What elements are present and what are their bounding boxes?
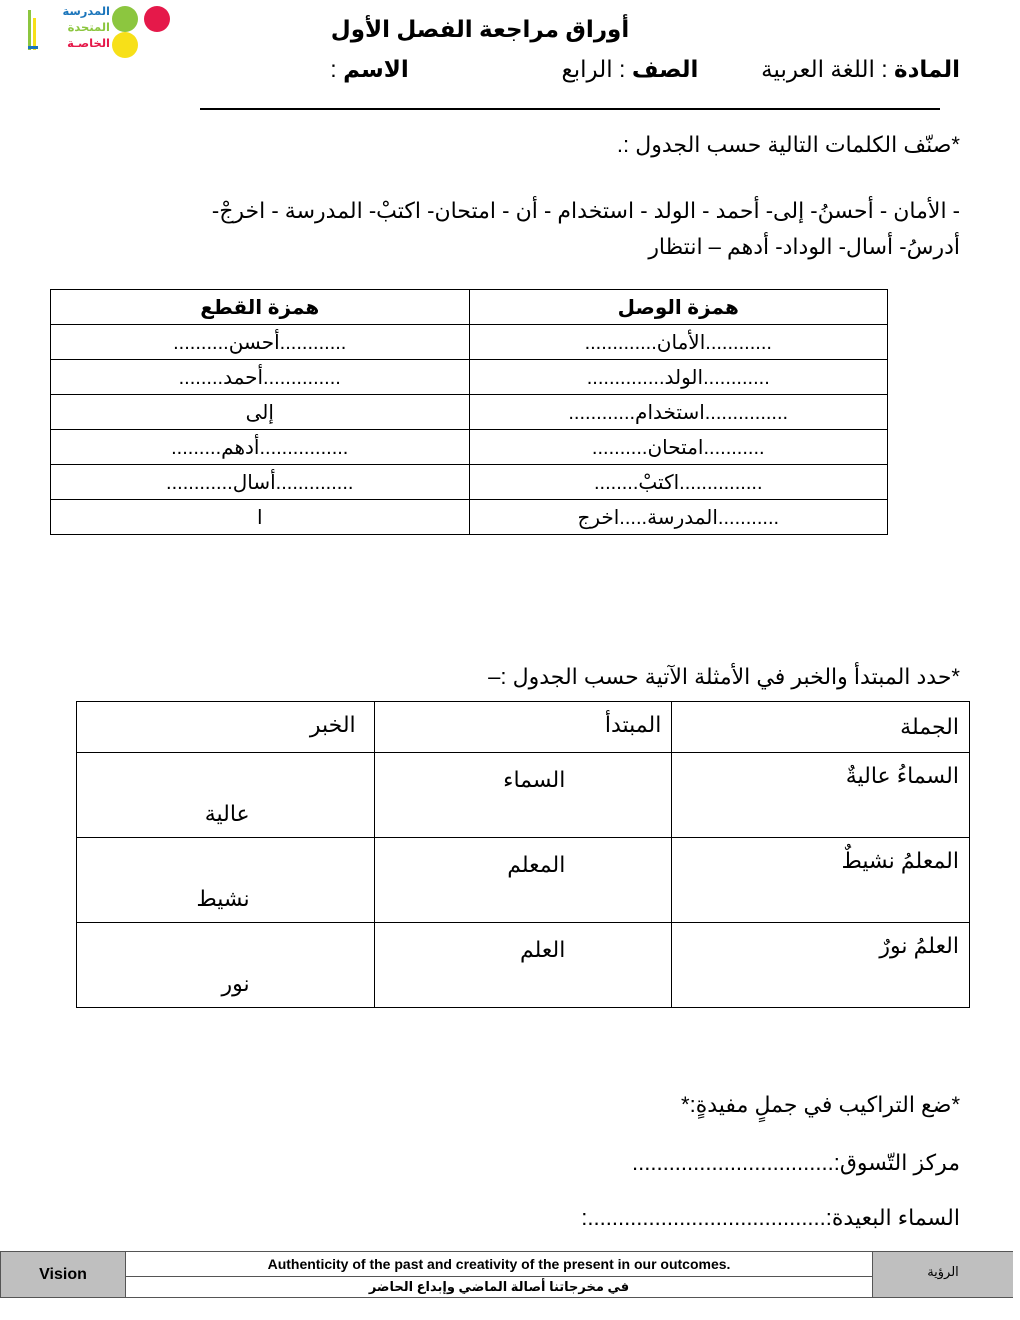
page-title: أوراق مراجعة الفصل الأول [330, 16, 630, 42]
table-row [51, 465, 888, 500]
q2-instruction: *حدد المبتدأ والخبر في الأمثلة الآتية حسب الجدول :– [488, 664, 960, 689]
mubtada-khabar-table [76, 701, 970, 1008]
header-khabar: الخبر [77, 702, 375, 753]
header-divider [200, 108, 940, 110]
school-logo-text [52, 4, 110, 52]
q1-instruction: *صنّف الكلمات التالية حسب الجدول :. [616, 132, 960, 157]
footer-slogan-arabic: في مخرجاتنا أصالة الماضي وإبداع الحاضر [368, 1279, 630, 1294]
qat-cell[interactable]: ا [51, 500, 470, 535]
header-info [330, 56, 960, 83]
logo-circle-green [112, 6, 138, 32]
wasl-cell[interactable]: ...............اكتبْ........ [469, 465, 888, 500]
footer-slogan-english: Authenticity of the past and creativity of the present in our outcomes. [126, 1252, 872, 1277]
khabar-cell[interactable]: نور [77, 923, 375, 1008]
qat-cell[interactable]: ................أدهم......... [51, 430, 470, 465]
wasl-cell[interactable]: ...........امتحان.......... [469, 430, 888, 465]
logo-mark-icon [26, 8, 40, 52]
header-hamzat-qat: همزة القطع [51, 290, 470, 325]
qat-cell[interactable]: ..............أسال............ [51, 465, 470, 500]
name-label: الاسم [343, 56, 409, 82]
logo-circles [112, 6, 178, 56]
logo-line-2: المتحدة [67, 22, 110, 34]
hamza-table [50, 289, 888, 535]
logo-circle-yellow [112, 32, 138, 58]
table-row [51, 430, 888, 465]
footer-vision-arabic-label: الرؤية [872, 1252, 1013, 1297]
table-row [51, 500, 888, 535]
grade-label: الصف [631, 56, 699, 82]
table-row [51, 360, 888, 395]
mk-table-header [77, 702, 970, 753]
subject-value: : اللغة العربية [761, 56, 888, 82]
wasl-cell[interactable]: ............الأمان............. [469, 325, 888, 360]
table-row [77, 923, 970, 1008]
table-row [51, 395, 888, 430]
qat-cell[interactable]: ..............أحمد........ [51, 360, 470, 395]
table-row [77, 753, 970, 838]
table-row [51, 325, 888, 360]
footer-vision-label: Vision [1, 1252, 126, 1297]
q3-item-1[interactable]: مركز التّسوق:................................. [632, 1150, 960, 1175]
mubtada-cell[interactable]: المعلم [374, 838, 672, 923]
qat-cell[interactable]: ............أحسن.......... [51, 325, 470, 360]
hamza-table-header [51, 290, 888, 325]
header-hamzat-wasl: همزة الوصل [469, 290, 888, 325]
subject-label: المادة [894, 56, 960, 82]
mubtada-cell[interactable]: العلم [374, 923, 672, 1008]
logo-circle-pink [144, 6, 170, 32]
q3-instruction: *ضع التراكيب في جملٍ مفيدةٍ:* [681, 1092, 960, 1117]
name-value: : [330, 56, 337, 82]
q3-item-2[interactable]: السماء البعيدة:.......................................: [581, 1205, 960, 1230]
khabar-cell[interactable]: نشيط [77, 838, 375, 923]
table-row [77, 838, 970, 923]
logo-line-1: المدرسة [62, 6, 110, 18]
sentence-cell: العلمُ نورٌ [672, 923, 970, 1008]
footer-slogan [126, 1252, 872, 1297]
wasl-cell[interactable]: ...............استخدام............ [469, 395, 888, 430]
q1-words-line-2: أدرسُ- أسال- الوداد- أدهم – انتظار [648, 234, 960, 259]
wasl-cell[interactable]: ...........المدرسة.....اخرج [469, 500, 888, 535]
header-sentence: الجملة [672, 702, 970, 753]
khabar-cell[interactable]: عالية [77, 753, 375, 838]
wasl-cell[interactable]: ............الولد.............. [469, 360, 888, 395]
logo-line-3: الخاصـة [67, 38, 110, 50]
header-mubtada: المبتدأ [374, 702, 672, 753]
sentence-cell: السماءُ عاليةٌ [672, 753, 970, 838]
grade-value: : الرابع [561, 56, 626, 82]
qat-cell[interactable]: إلى [51, 395, 470, 430]
mubtada-cell[interactable]: السماء [374, 753, 672, 838]
sentence-cell: المعلمُ نشيطٌ [672, 838, 970, 923]
q1-words-line-1: - الأمان - أحسنُ- إلى- أحمد - الولد - استخدام - أن - امتحان- اكتبْ- المدرسة - اخرجْ- [211, 198, 960, 223]
footer-vision-bar [0, 1251, 1013, 1298]
